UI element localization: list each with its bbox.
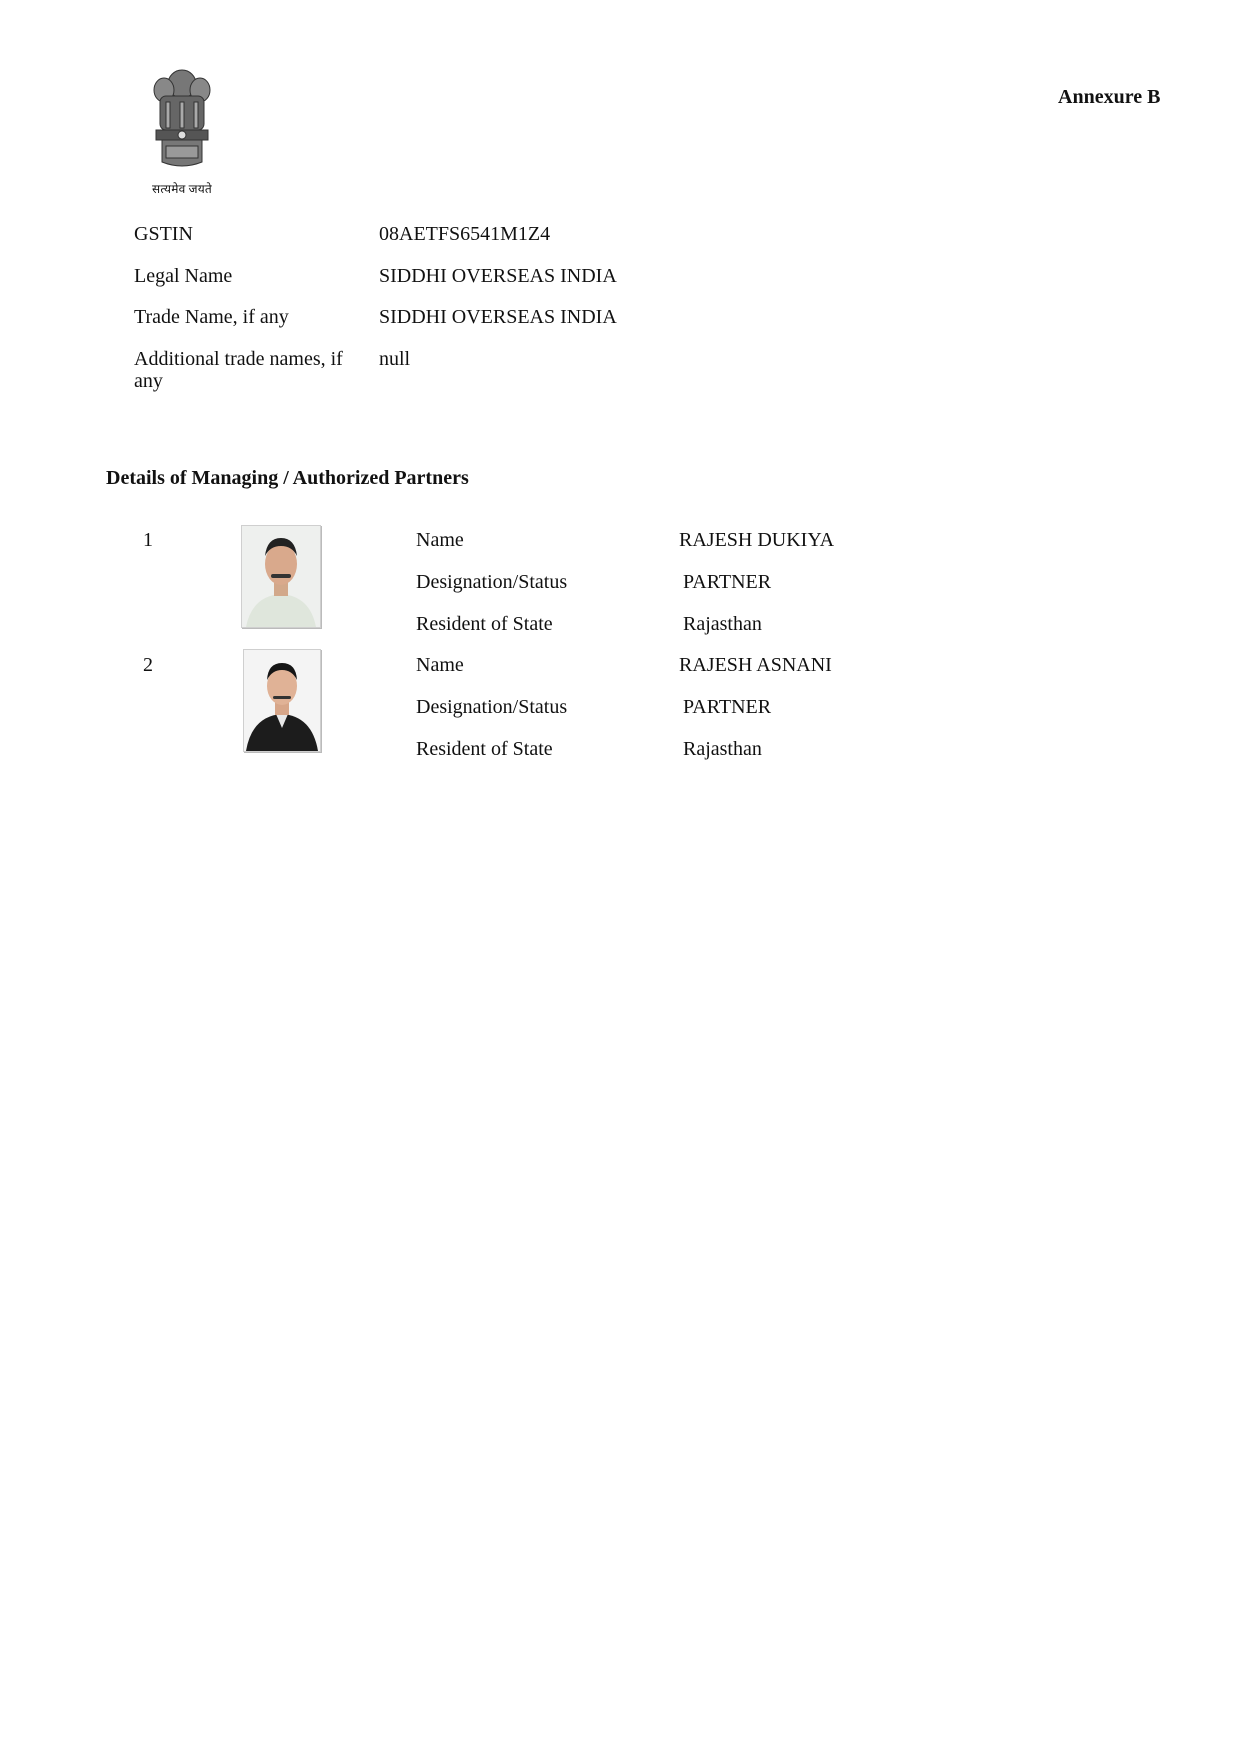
- gstin-value: 08AETFS6541M1Z4: [379, 223, 551, 245]
- partner-photo: [243, 649, 321, 752]
- legal-name-label: Legal Name: [134, 265, 233, 287]
- partner-state-label: Resident of State: [416, 738, 553, 760]
- partner-state-label: Resident of State: [416, 613, 553, 635]
- partner-designation: PARTNER: [683, 696, 772, 718]
- additional-trade-label: Additional trade names, if any: [134, 348, 343, 392]
- section-title: Details of Managing / Authorized Partners: [106, 467, 469, 489]
- partner-name: RAJESH DUKIYA: [679, 529, 835, 551]
- state-emblem-logo: [142, 66, 222, 197]
- partner-state: Rajasthan: [683, 738, 762, 760]
- partner-state: Rajasthan: [683, 613, 762, 635]
- trade-name-label: Trade Name, if any: [134, 306, 289, 328]
- partner-photo: [241, 525, 321, 628]
- emblem-motto: सत्यमेव जयते: [152, 182, 212, 196]
- partner-name-label: Name: [416, 654, 464, 676]
- partner-number: 2: [143, 654, 153, 676]
- partner-name: RAJESH ASNANI: [679, 654, 832, 676]
- partner-designation-label: Designation/Status: [416, 571, 568, 593]
- partner-name-label: Name: [416, 529, 464, 551]
- partner-number: 1: [143, 529, 153, 551]
- annexure-label: Annexure B: [1058, 86, 1161, 108]
- trade-name-value: SIDDHI OVERSEAS INDIA: [379, 306, 617, 328]
- partner-designation-label: Designation/Status: [416, 696, 568, 718]
- additional-trade-value: null: [379, 348, 411, 370]
- partner-designation: PARTNER: [683, 571, 772, 593]
- legal-name-value: SIDDHI OVERSEAS INDIA: [379, 265, 617, 287]
- gstin-label: GSTIN: [134, 223, 193, 245]
